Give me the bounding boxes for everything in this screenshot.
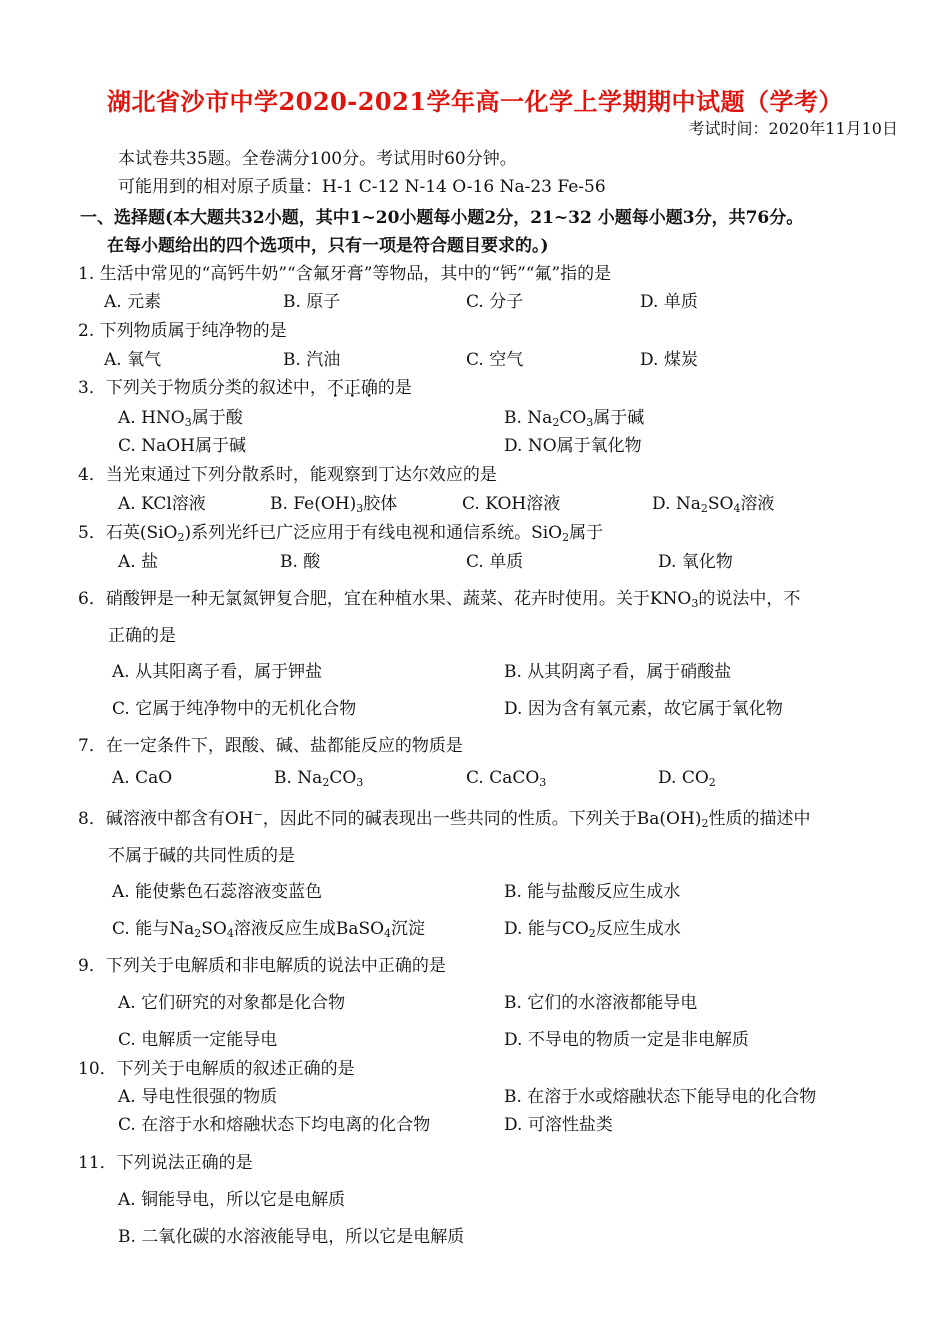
question-11-stem: 11．下列说法正确的是 <box>78 1153 253 1173</box>
q2-option-a: A. 氧气 <box>104 350 162 370</box>
emphasis-char: 确 <box>360 378 378 398</box>
q7-option-a: A. CaO <box>112 768 173 788</box>
question-5-stem: 5．石英(SiO$_2$)系列光纤已广泛应用于有线电视和通信系统。SiO$_2$属于 <box>78 523 604 544</box>
q3-option-b: B. $Na_2CO_3$属于碱 <box>504 408 645 429</box>
question-4-stem: 4．当光束通过下列分散系时，能观察到丁达尔效应的是 <box>78 465 497 485</box>
q1-option-a: A. 元素 <box>104 292 162 312</box>
question-9-stem: 9．下列关于电解质和非电解质的说法中正确的是 <box>78 956 446 976</box>
question-6-stem-cont: 正确的是 <box>108 626 176 646</box>
q9-option-a: A. 它们研究的对象都是化合物 <box>118 993 346 1013</box>
q5-option-b: B. 酸 <box>280 552 321 572</box>
q5-option-c: C. 单质 <box>466 552 524 572</box>
q3-stem-suffix: 的是 <box>377 378 412 398</box>
q8-option-a: A. 能使紫色石蕊溶液变蓝色 <box>112 882 323 902</box>
q9-option-d: D. 不导电的物质一定是非电解质 <box>504 1030 749 1050</box>
q3-option-d: D. NO属于氧化物 <box>504 436 642 456</box>
emphasis-char: 正 <box>343 378 361 398</box>
exam-time: 考试时间：2020年11月10日 <box>688 119 898 138</box>
q3-stem-text: 3．下列关于物质分类的叙述中， <box>78 378 327 398</box>
question-10-stem: 10．下列关于电解质的叙述正确的是 <box>78 1059 355 1079</box>
q3-option-a: A. $HNO_3$属于酸 <box>118 408 243 429</box>
question-7-stem: 7．在一定条件下，跟酸、碱、盐都能反应的物质是 <box>78 736 463 756</box>
q8-option-d: D. 能与$CO_2$反应生成水 <box>504 919 681 940</box>
q4-option-b: B. $Fe(OH)_3$胶体 <box>270 494 398 515</box>
q10-option-b: B. 在溶于水或熔融状态下能导电的化合物 <box>504 1087 817 1107</box>
q7-option-c: C. CaCO$_3$ <box>466 768 547 789</box>
question-8-stem-cont: 不属于碱的共同性质的是 <box>108 846 295 866</box>
question-8-stem: 8．碱溶液中都含有OH−，因此不同的碱表现出一些共同的性质。下列关于$Ba(OH)_2$性质的描述中 <box>78 808 811 830</box>
q6-option-c: C. 它属于纯净物中的无机化合物 <box>112 699 357 719</box>
question-1-stem: 1. 生活中常见的“高钙牛奶”“含氟牙膏”等物品，其中的“钙”“氟”指的是 <box>78 264 612 284</box>
q1-option-d: D. 单质 <box>640 292 698 312</box>
q11-option-a: A. 铜能导电，所以它是电解质 <box>118 1190 346 1210</box>
intro-line-2: 可能用到的相对原子质量：H-1 C-12 N-14 O-16 Na-23 Fe-56 <box>118 177 606 197</box>
q8-option-c: C. 能与$Na_2SO_4$溶液反应生成BaSO$_4$沉淀 <box>112 919 426 940</box>
q3-emphasis-text <box>327 378 378 398</box>
section-heading: 一、选择题(本大题共32小题，其中1~20小题每小题2分，21~32 小题每小题3分，共76分。 <box>80 208 804 228</box>
q5-option-a: A. 盐 <box>118 552 159 572</box>
q4-option-a: A. KCl溶液 <box>118 494 206 514</box>
q3-option-c: C. NaOH属于碱 <box>118 436 246 456</box>
emphasis-char: 不 <box>326 378 344 398</box>
q8-option-b: B. 能与盐酸反应生成水 <box>504 882 681 902</box>
q4-option-c: C. KOH溶液 <box>462 494 561 514</box>
q5-option-d: D. 氧化物 <box>658 552 733 572</box>
q1-option-b: B. 原子 <box>283 292 341 312</box>
q2-option-c: C. 空气 <box>466 350 524 370</box>
q7-option-d: D. $CO_2$ <box>658 768 716 789</box>
question-3-stem <box>78 373 412 398</box>
q6-option-b: B. 从其阴离子看，属于硝酸盐 <box>504 662 732 682</box>
q7-option-b: B. $Na_2CO_3$ <box>274 768 364 789</box>
q10-option-a: A. 导电性很强的物质 <box>118 1087 278 1107</box>
q4-option-d: D. $Na_2SO_4$溶液 <box>652 494 775 515</box>
q1-option-c: C. 分子 <box>466 292 524 312</box>
q6-option-d: D. 因为含有氧元素，故它属于氧化物 <box>504 699 783 719</box>
q6-option-a: A. 从其阳离子看，属于钾盐 <box>112 662 323 682</box>
q10-option-c: C. 在溶于水和熔融状态下均电离的化合物 <box>118 1115 431 1135</box>
q2-option-d: D. 煤炭 <box>640 350 698 370</box>
question-6-stem: 6．硝酸钾是一种无氯氮钾复合肥，宜在种植水果、蔬菜、花卉时使用。关于$KNO_3$的说法中，不 <box>78 589 801 610</box>
q2-option-b: B. 汽油 <box>283 350 341 370</box>
page-title: 湖北省沙市中学2020-2021学年高一化学上学期期中试题（学考） <box>106 87 844 116</box>
intro-line-1: 本试卷共35题。全卷满分100分。考试用时60分钟。 <box>118 149 517 169</box>
q10-option-d: D. 可溶性盐类 <box>504 1115 613 1135</box>
question-2-stem: 2. 下列物质属于纯净物的是 <box>78 321 287 341</box>
q11-option-b: B. 二氧化碳的水溶液能导电，所以它是电解质 <box>118 1227 465 1247</box>
section-heading-2: 在每小题给出的四个选项中，只有一项是符合题目要求的。) <box>107 236 549 256</box>
q9-option-b: B. 它们的水溶液都能导电 <box>504 993 698 1013</box>
q9-option-c: C. 电解质一定能导电 <box>118 1030 278 1050</box>
